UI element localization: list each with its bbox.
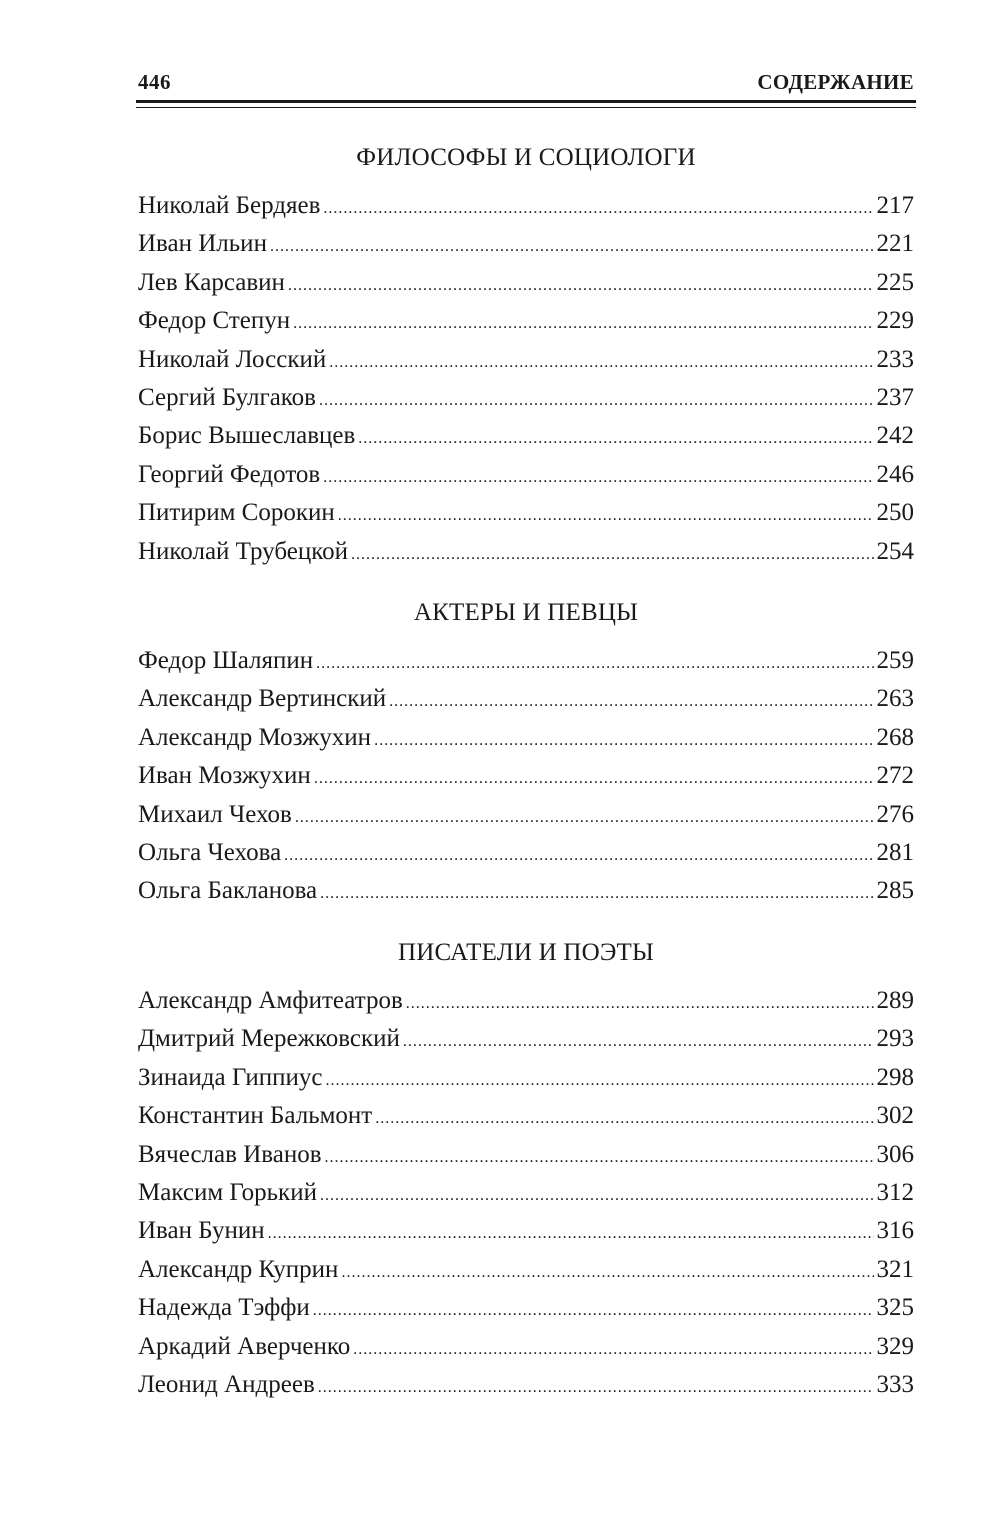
section-title: ФИЛОСОФЫ И СОЦИОЛОГИ (356, 144, 696, 171)
toc-entry[interactable] (138, 1136, 914, 1174)
toc-entry-page: 272 (876, 762, 914, 790)
dot-leader (318, 1369, 874, 1407)
toc-entry-page: 221 (876, 230, 914, 258)
toc-entry-name: Николай Трубецкой (138, 537, 348, 565)
toc-entry[interactable] (138, 757, 914, 795)
dot-leader (341, 1254, 873, 1292)
toc-entry-name: Александр Куприн (138, 1255, 339, 1283)
toc-entry-name: Николай Бердяев (138, 192, 321, 219)
toc-entry-name: Николай Лосский (138, 345, 327, 373)
toc-entry-name: Александр Мозжухин (138, 723, 372, 751)
toc-entry-name: Федор Степун (138, 307, 291, 335)
toc-entry-page: 293 (876, 1025, 914, 1053)
toc-entry[interactable] (138, 872, 914, 910)
toc-entry[interactable] (138, 680, 914, 718)
toc-entry[interactable] (138, 1020, 914, 1058)
dot-leader (314, 760, 874, 798)
toc-entry-name: Питирим Сорокин (138, 499, 335, 527)
toc-entry-name: Сергий Булгаков (138, 383, 316, 411)
dot-leader (351, 536, 874, 574)
toc-entry[interactable] (138, 1059, 914, 1097)
toc-entry-page: 325 (876, 1294, 914, 1322)
toc-entry[interactable] (138, 982, 914, 1020)
toc-entry-page: 229 (876, 307, 914, 335)
dot-leader (406, 985, 874, 1023)
dot-leader (375, 1100, 873, 1138)
running-head (138, 70, 914, 102)
toc-entry-page: 242 (876, 422, 914, 450)
toc-entry-name: Иван Ильин (138, 230, 267, 258)
section-writers-poets (138, 936, 914, 1404)
dot-leader (325, 1062, 873, 1100)
toc-entry-name: Максим Горький (138, 1178, 317, 1206)
dot-leader (389, 683, 873, 721)
section-philosophers (138, 141, 914, 571)
toc-entry-page: 276 (876, 800, 914, 828)
toc-entry-name: Михаил Чехов (138, 800, 292, 828)
toc-entry[interactable] (138, 187, 914, 225)
dot-leader (358, 420, 873, 458)
toc-entry[interactable] (138, 1328, 914, 1366)
toc-entry[interactable] (138, 456, 914, 494)
toc-entry[interactable] (138, 719, 914, 757)
toc-entry-page: 225 (876, 268, 914, 296)
dot-leader (320, 875, 873, 913)
dot-leader (320, 1177, 874, 1215)
toc-entry-page: 250 (876, 499, 914, 527)
toc-entry[interactable] (138, 341, 914, 379)
toc-entry-page: 246 (876, 460, 914, 488)
toc-entry-name: Ольга Чехова (138, 838, 282, 866)
toc-entry-name: Дмитрий Мережковский (138, 1025, 400, 1053)
toc-entry-page: 285 (876, 877, 914, 905)
toc-entry-page: 289 (876, 987, 914, 1014)
toc-entry[interactable] (138, 533, 914, 571)
toc-entry[interactable] (138, 796, 914, 834)
page-number: 446 (138, 70, 171, 94)
toc-entry-name: Георгий Федотов (138, 460, 321, 488)
toc-entry[interactable] (138, 1289, 914, 1327)
dot-leader (323, 459, 873, 497)
section-actors-singers (138, 596, 914, 911)
toc-entry[interactable] (138, 1174, 914, 1212)
toc-entry-name: Лев Карсавин (138, 268, 285, 296)
toc-entry-name: Надежда Тэффи (138, 1294, 310, 1322)
toc-entry[interactable] (138, 379, 914, 417)
toc-entry[interactable] (138, 417, 914, 455)
toc-entry-page: 302 (876, 1102, 914, 1130)
toc-entry-page: 233 (876, 345, 914, 373)
toc-entry-name: Александр Амфитеатров (138, 987, 403, 1014)
dot-leader (338, 497, 874, 535)
toc-entry-page: 217 (876, 192, 914, 219)
dot-leader (313, 1292, 874, 1330)
toc-entry-name: Вячеслав Иванов (138, 1140, 322, 1168)
toc-entry-page: 263 (876, 685, 914, 713)
toc-entry-name: Александр Вертинский (138, 685, 387, 713)
toc-entry-page: 298 (876, 1063, 914, 1091)
dot-leader (270, 228, 874, 266)
toc-entry[interactable] (138, 642, 914, 680)
toc-entry-name: Константин Бальмонт (138, 1102, 373, 1130)
toc-entry-name: Иван Бунин (138, 1217, 265, 1245)
toc-entry[interactable] (138, 1366, 914, 1404)
toc-entry-page: 259 (876, 647, 914, 674)
toc-entry[interactable] (138, 264, 914, 302)
toc-entry-name: Федор Шаляпин (138, 647, 314, 674)
toc-entry-name: Леонид Андреев (138, 1370, 315, 1398)
toc-entry-name: Зинаида Гиппиус (138, 1063, 323, 1091)
toc-list (138, 187, 914, 571)
dot-leader (293, 305, 873, 343)
toc-entry-name: Аркадий Аверченко (138, 1332, 351, 1360)
toc-entry[interactable] (138, 494, 914, 532)
toc-entry-name: Борис Вышеславцев (138, 422, 356, 450)
header-rule-thick (136, 100, 916, 103)
dot-leader (329, 344, 873, 382)
dot-leader (403, 1023, 874, 1061)
section-title: АКТЕРЫ И ПЕВЦЫ (413, 599, 639, 626)
header-rule-thin (136, 107, 916, 108)
toc-entry[interactable] (138, 1251, 914, 1289)
dot-leader (323, 190, 873, 228)
dot-leader (319, 382, 874, 420)
toc-entry-page: 329 (876, 1332, 914, 1360)
toc-entry[interactable] (138, 834, 914, 872)
toc-entry-page: 254 (876, 537, 914, 565)
toc-entry-page: 281 (876, 838, 914, 866)
toc-entry-page: 312 (876, 1178, 914, 1206)
toc-entry[interactable] (138, 1212, 914, 1250)
toc-entry-page: 306 (876, 1140, 914, 1168)
dot-leader (295, 799, 874, 837)
toc-entry-name: Иван Мозжухин (138, 762, 311, 790)
toc-entry-page: 268 (876, 723, 914, 751)
dot-leader (284, 837, 873, 875)
toc-entry-page: 321 (876, 1255, 914, 1283)
toc-entry[interactable] (138, 1097, 914, 1135)
toc-entry-page: 237 (876, 383, 914, 411)
dot-leader (288, 267, 874, 305)
dot-leader (353, 1331, 873, 1369)
dot-leader (268, 1215, 874, 1253)
dot-leader (316, 645, 873, 683)
toc-entry-name: Ольга Бакланова (138, 877, 318, 905)
dot-leader (374, 722, 873, 760)
toc-list (138, 642, 914, 911)
section-title: ПИСАТЕЛИ И ПОЭТЫ (397, 939, 655, 966)
running-title: СОДЕРЖАНИЕ (757, 70, 914, 94)
toc-list (138, 982, 914, 1404)
toc-entry-page: 333 (876, 1370, 914, 1398)
dot-leader (325, 1139, 874, 1177)
toc-entry[interactable] (138, 225, 914, 263)
toc-entry-page: 316 (876, 1217, 914, 1245)
toc-entry[interactable] (138, 302, 914, 340)
